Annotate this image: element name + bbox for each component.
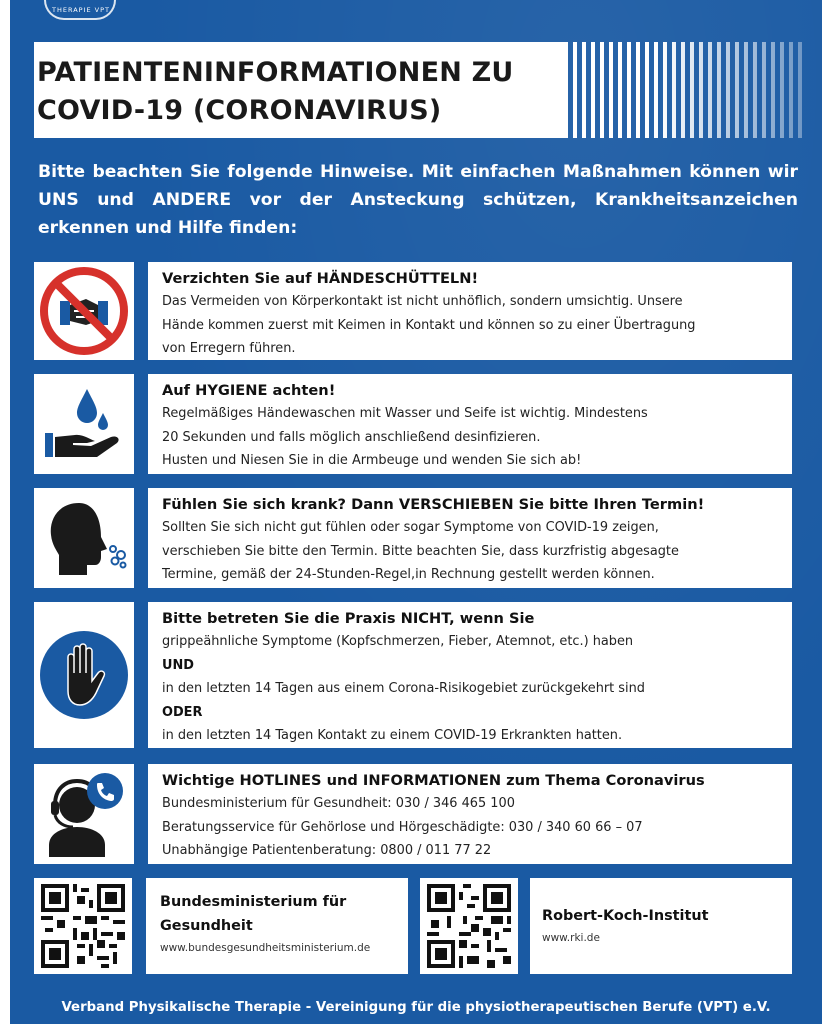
footer-organization: Verband Physikalische Therapie - Vereinigung für die physiotherapeutischen Berufe (VPT) e.V.	[61, 1000, 771, 1015]
bmg-qr-code-icon[interactable]	[41, 884, 125, 968]
hand-wash-icon-box	[34, 374, 134, 474]
section-5-line-3: Unabhängige Patientenberatung: 0800 / 011 77 22	[162, 843, 492, 858]
section-5-line-2: Beratungsservice für Gehörlose und Hörgeschädigte: 030 / 340 60 66 – 07	[162, 819, 643, 835]
section-2-line-3: Husten und Niesen Sie in die Armbeuge und wenden Sie sich ab!	[162, 453, 582, 468]
section-2-line-1: Regelmäßiges Händewaschen mit Wasser und Seife ist wichtig. Mindestens	[162, 406, 648, 421]
section-1-title: Verzichten Sie auf HÄNDESCHÜTTELN!	[162, 270, 479, 287]
hand-wash-icon	[39, 379, 129, 469]
sneezing-head-icon-box	[34, 488, 134, 588]
bmg-qr-box	[34, 878, 132, 974]
section-1-line-3: von Erregern führen.	[162, 341, 296, 356]
vpt-logo-text: THERAPIE VPT	[52, 6, 111, 14]
section-1-line-2: Hände kommen zuerst mit Keimen in Kontakt und können so zu einer Übertragung	[162, 317, 696, 333]
section-4-panel	[148, 602, 792, 748]
stop-hand-icon	[38, 629, 130, 721]
no-handshake-icon-box	[34, 262, 134, 360]
bmg-title-line-2: Gesundheit	[160, 918, 253, 934]
section-3-line-1: Sollten Sie sich nicht gut fühlen oder sogar Symptome von COVID-19 zeigen,	[162, 520, 659, 535]
stop-hand-icon-box	[34, 602, 134, 748]
section-4-line-2: UND	[162, 657, 194, 673]
section-4-line-5: in den letzten 14 Tagen Kontakt zu einem COVID-19 Erkrankten hatten.	[162, 728, 623, 743]
section-5-title: Wichtige HOTLINES und INFORMATIONEN zum Thema Coronavirus	[162, 772, 705, 789]
section-2-title: Auf HYGIENE achten!	[162, 382, 336, 399]
rki-qr-code-icon[interactable]	[427, 884, 511, 968]
bmg-title-line-1: Bundesministerium für	[160, 894, 347, 910]
bmg-title	[160, 890, 346, 938]
rki-title: Robert-Koch-Institut	[542, 908, 709, 924]
rki-link-box	[530, 878, 792, 974]
no-handshake-icon	[38, 265, 130, 357]
bmg-link-box	[146, 878, 408, 974]
section-4-line-4: ODER	[162, 704, 203, 720]
section-4-line-3: in den letzten 14 Tagen aus einem Corona-Risikogebiet zurückgekehrt sind	[162, 681, 645, 696]
section-1-line-1: Das Vermeiden von Körperkontakt ist nicht unhöflich, sondern umsichtig. Unsere	[162, 294, 683, 309]
section-4-line-1: grippeähnliche Symptome (Kopfschmerzen, Fieber, Atemnot, etc.) haben	[162, 634, 634, 649]
rki-url-link[interactable]: www.rki.de	[542, 932, 600, 944]
section-5-line-1: Bundesministerium für Gesundheit: 030 / 346 465 100	[162, 796, 515, 811]
section-2-panel	[148, 374, 792, 474]
section-3-title: Fühlen Sie sich krank? Dann VERSCHIEBEN Sie bitte Ihren Termin!	[162, 496, 705, 513]
section-3-line-2: verschieben Sie bitte den Termin. Bitte beachten Sie, dass kurzfristig abgesagte	[162, 543, 679, 559]
page-title-line-2: COVID-19 (CORONAVIRUS)	[37, 95, 442, 126]
page-title	[37, 54, 557, 130]
intro-text: Bitte beachten Sie folgende Hinweise. Mit einfachen Maßnahmen können wir UNS und ANDERE vor der Ansteckung schützen, Krankheitsanzeichen erkennen und Hilfe finden:	[38, 162, 798, 238]
section-4-title: Bitte betreten Sie die Praxis NICHT, wenn Sie	[162, 610, 535, 627]
section-1-panel	[148, 262, 792, 360]
rki-qr-box	[420, 878, 518, 974]
section-3-line-3: Termine, gemäß der 24-Stunden-Regel,in Rechnung gestellt werden können.	[162, 567, 655, 582]
hotline-agent-icon-box	[34, 764, 134, 864]
page-title-line-1: PATIENTENINFORMATIONEN ZU	[37, 57, 514, 88]
bmg-url-link[interactable]: www.bundesgesundheitsministerium.de	[160, 942, 371, 954]
hotline-agent-icon	[39, 769, 129, 859]
section-2-line-2: 20 Sekunden und falls möglich anschließend desinfizieren.	[162, 429, 541, 445]
decorative-stripes	[564, 42, 804, 138]
section-3-panel	[148, 488, 792, 588]
section-5-panel	[148, 764, 792, 864]
sneezing-head-icon	[39, 493, 129, 583]
